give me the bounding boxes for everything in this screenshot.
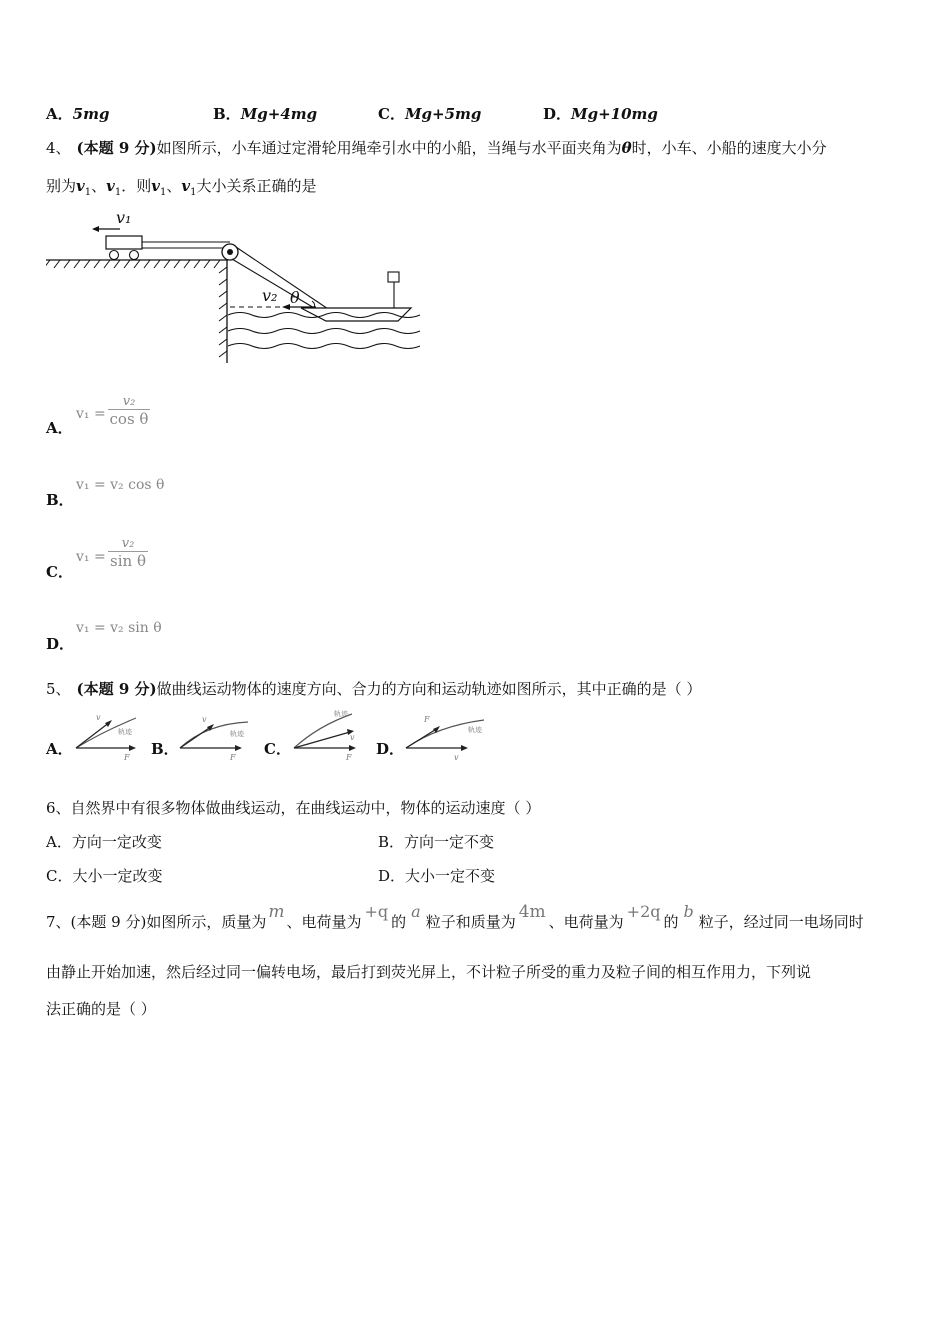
label-track: 轨迹 (230, 730, 244, 738)
q4-option-d-label: D． (46, 635, 75, 653)
arrow-icon (129, 745, 136, 751)
q5-option-b-diagram (176, 710, 252, 762)
label-theta: θ (290, 288, 300, 307)
label-track: 轨迹 (334, 710, 348, 718)
cart-wheel (110, 251, 119, 260)
q4-option-c-lhs: v₁ = (76, 549, 106, 565)
q5-option-b-label: B． (151, 740, 179, 758)
q5-option-d-label: D． (376, 740, 405, 758)
q6-option-c: C．大小一定改变 (46, 867, 163, 885)
q7-stem-line3: 法正确的是（ ） (46, 1000, 156, 1018)
label-track: 轨迹 (118, 728, 132, 736)
q5-stem: 5、 (本题 9 分)做曲线运动物体的速度方向、合力的方向和运动轨迹如图所示，其中正确的是（ ） (46, 680, 702, 698)
label-v1: v₁ (116, 208, 132, 227)
q5-option-c-label: C． (264, 740, 291, 758)
q4-figure-boat-pulley (46, 205, 426, 365)
q5-option-c-diagram (290, 706, 364, 762)
q5-option-d-diagram (402, 710, 488, 762)
q4-option-a-lhs: v₁ = (76, 406, 106, 422)
arrow-icon (461, 745, 468, 751)
q6-option-a: A．方向一定改变 (46, 833, 162, 851)
q3-option-a: A．5mg (46, 105, 110, 123)
q4-option-d-expr: v₁ = v₂ sin θ (76, 620, 162, 636)
label-v: v (96, 713, 101, 722)
label-v2: v₂ (262, 286, 278, 305)
q4-option-a-fraction: $\frac{\text{v₂}}{\text{cos θ}}$ (109, 394, 149, 428)
q3-option-d: D．Mg+10mg (543, 105, 658, 123)
q6-option-b: B．方向一定不变 (378, 833, 495, 851)
arrow-icon (105, 720, 112, 727)
q3-option-b: B．Mg+4mg (213, 105, 318, 123)
flag-icon (388, 272, 399, 282)
q5-option-a-diagram (72, 710, 144, 762)
label-track: 轨迹 (468, 726, 482, 734)
cart-wheel (130, 251, 139, 260)
cart-body (106, 236, 142, 249)
arrow-icon (433, 726, 440, 733)
label-v: v (202, 715, 207, 724)
label-F: F (424, 715, 430, 724)
label-F: F (230, 753, 236, 762)
q3-option-c: C．Mg+5mg (378, 105, 482, 123)
q4-option-c-fraction: $\frac{\text{v₂}}{\text{sin θ}}$ (108, 536, 148, 570)
label-F: F (124, 753, 130, 762)
q4-stem-line1: 4、 (本题 9 分)如图所示，小车通过定滑轮用绳牵引水中的小船，当绳与水平面夹角为θ时，小车、小船的速度大小分 (46, 139, 827, 157)
arrow-left-icon (282, 304, 290, 310)
q7-stem-line2: 由静止开始加速，然后经过同一偏转电场，最后打到荧光屏上，不计粒子所受的重力及粒子间的相互作用力，下列说 (46, 963, 812, 981)
q6-stem: 6、自然界中有很多物体做曲线运动，在曲线运动中，物体的运动速度（ ） (46, 799, 541, 817)
q7-stem-line1: 7、(本题 9 分)如图所示，质量为 m 、电荷量为+q的a粒子和质量为 4m 、电荷量为+2q的b粒子，经过同一电场同时 (46, 902, 864, 931)
q4-option-b-label: B． (46, 491, 74, 509)
q4-stem-line2: 别为$v_1$、$v_1$．则$v_1$、$v_1$大小关系正确的是 (46, 177, 317, 198)
q4-option-a-label: A． (46, 419, 73, 437)
label-F: F (346, 753, 352, 762)
arrow-icon (349, 745, 356, 751)
q4-option-b-expr: v₁ = v₂ cos θ (76, 477, 165, 493)
q5-option-a-label: A． (46, 740, 73, 758)
arrow-left-icon (92, 226, 99, 232)
arrow-icon (235, 745, 242, 751)
q4-option-c-label: C． (46, 563, 73, 581)
q6-option-d: D．大小一定不变 (378, 867, 496, 885)
label-v: v (454, 753, 459, 762)
label-v: v (350, 733, 355, 742)
